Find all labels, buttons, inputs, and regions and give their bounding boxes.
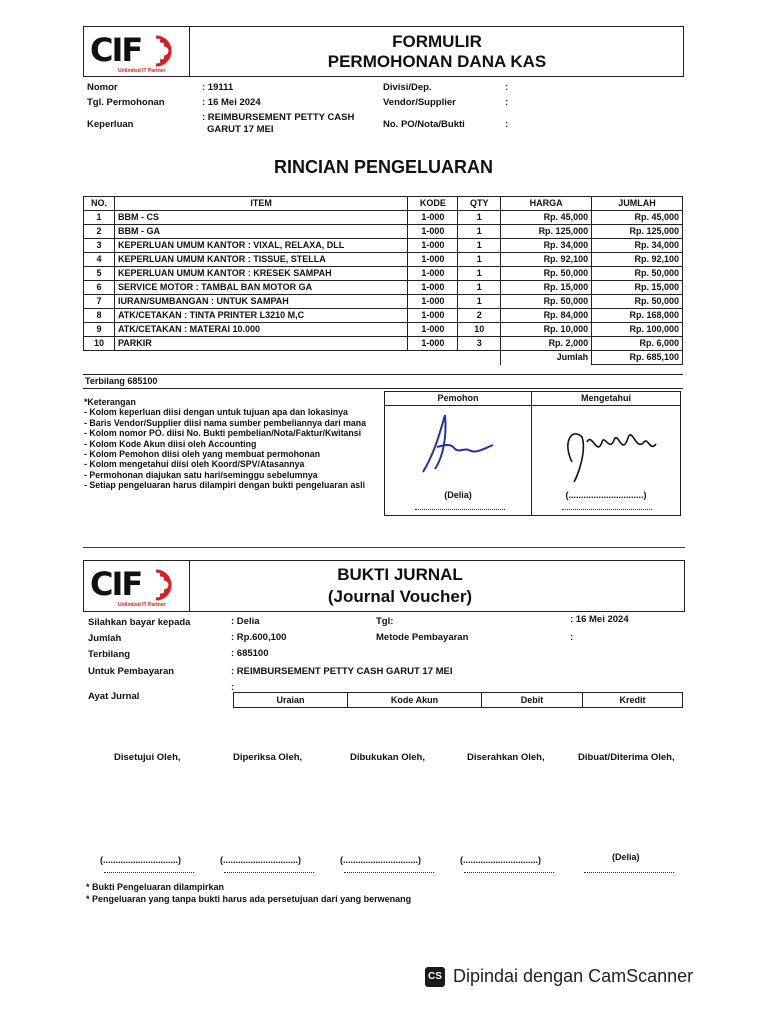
cell-qty: 1 bbox=[458, 295, 501, 309]
pemohon-label: Pemohon bbox=[385, 392, 531, 406]
approval-underline bbox=[224, 872, 314, 873]
cell-kode: 1-000 bbox=[408, 281, 458, 295]
cell-kode: 1-000 bbox=[408, 323, 458, 337]
approval-underline bbox=[464, 872, 554, 873]
cell-qty: 1 bbox=[458, 211, 501, 225]
cell-item: ATK/CETAKAN : MATERAI 10.000 bbox=[114, 323, 407, 337]
voucher-title-line2: (Journal Voucher) bbox=[327, 587, 473, 606]
cell-no: 6 bbox=[84, 281, 115, 295]
col-no: NO. bbox=[84, 197, 115, 211]
svg-text:Unlimited IT Partner: Unlimited IT Partner bbox=[118, 602, 166, 608]
table-row bbox=[84, 239, 683, 253]
approval-underline bbox=[344, 872, 434, 873]
section-divider bbox=[83, 547, 685, 548]
cell-no: 4 bbox=[84, 253, 115, 267]
cell-no: 1 bbox=[84, 211, 115, 225]
voucher-title-line1: BUKTI JURNAL bbox=[337, 565, 463, 584]
cell-jumlah: Rp. 92,100 bbox=[592, 253, 683, 267]
tgl-value: : 16 Mei 2024 bbox=[202, 97, 261, 108]
col-kredit: Kredit bbox=[619, 695, 646, 705]
svg-text:Unlimited IT Partner: Unlimited IT Partner bbox=[118, 68, 166, 74]
col-debit: Debit bbox=[482, 693, 583, 707]
cell-kode: 1-000 bbox=[408, 239, 458, 253]
cell-jumlah: Rp. 50,000 bbox=[592, 295, 683, 309]
mengetahui-underline bbox=[562, 509, 652, 510]
bayar-label: Silahkan bayar kepada bbox=[88, 617, 191, 628]
note-item: - Kolom keperluan diisi dengan untuk tujuan apa dan lokasinya bbox=[84, 407, 348, 418]
form-logo bbox=[88, 31, 188, 75]
approval-diserahkan: Diserahkan Oleh, bbox=[467, 752, 545, 763]
po-value: : bbox=[505, 119, 509, 130]
cell-kode: 1-000 bbox=[408, 225, 458, 239]
notes-block bbox=[84, 397, 374, 491]
cell-harga: Rp. 50,000 bbox=[501, 295, 592, 309]
approval-diperiksa: Diperiksa Oleh, bbox=[233, 752, 303, 763]
note-item: - Kolom Pemohon diisi oleh yang membuat permohonan bbox=[84, 449, 321, 460]
bayar-value: : Delia bbox=[231, 616, 260, 627]
table-row bbox=[84, 337, 683, 351]
rincian-table bbox=[83, 196, 683, 365]
untuk-value: : REIMBURSEMENT PETTY CASH GARUT 17 MEI bbox=[231, 666, 453, 677]
keperluan-value-line1: : REIMBURSEMENT PETTY CASH bbox=[202, 112, 355, 123]
voucher-terbilang-label: Terbilang bbox=[88, 649, 131, 660]
form-title-line2: PERMOHONAN DANA KAS bbox=[327, 52, 547, 71]
rincian-heading: RINCIAN PENGELUARAN bbox=[273, 157, 493, 177]
notes-heading: *Keterangan bbox=[84, 397, 136, 407]
cell-no: 8 bbox=[84, 309, 115, 323]
cell-jumlah: Rp. 45,000 bbox=[592, 211, 683, 225]
approval-disetujui: Disetujui Oleh, bbox=[114, 752, 181, 763]
col-harga: HARGA bbox=[501, 197, 592, 211]
cell-harga: Rp. 2,000 bbox=[501, 337, 592, 351]
col-kode-akun: Kode Akun bbox=[348, 693, 482, 707]
cell-kode: 1-000 bbox=[408, 337, 458, 351]
mengetahui-name: (..............................) bbox=[565, 490, 647, 500]
terbilang-line bbox=[83, 374, 683, 389]
approval-dibukukan: Dibukukan Oleh, bbox=[350, 752, 425, 763]
divisi-label: Divisi/Dep. bbox=[383, 82, 432, 93]
cell-no: 3 bbox=[84, 239, 115, 253]
cell-harga: Rp. 15,000 bbox=[501, 281, 592, 295]
cifd-logo-icon bbox=[88, 565, 188, 609]
cell-harga: Rp. 125,000 bbox=[501, 225, 592, 239]
keperluan-value-line2: GARUT 17 MEI bbox=[207, 124, 274, 135]
approval-name-2: (..............................) bbox=[220, 855, 302, 865]
metode-label: Metode Pembayaran bbox=[376, 632, 469, 643]
note-item: - Kolom Kode Akun diisi oleh Accounting bbox=[84, 438, 257, 449]
camscanner-text: Dipindai dengan CamScanner bbox=[453, 966, 694, 986]
cell-jumlah: Rp. 15,000 bbox=[592, 281, 683, 295]
svg-text:CIF: CIF bbox=[90, 565, 142, 603]
cell-no: 9 bbox=[84, 323, 115, 337]
approval-name-5: (Delia) bbox=[612, 852, 640, 862]
cell-harga: Rp. 92,100 bbox=[501, 253, 592, 267]
total-value: Rp. 685,100 bbox=[592, 351, 683, 365]
camscanner-icon: CS bbox=[425, 967, 445, 987]
cell-no: 2 bbox=[84, 225, 115, 239]
total-label: Jumlah bbox=[501, 351, 592, 365]
cell-qty: 1 bbox=[458, 239, 501, 253]
cell-qty: 1 bbox=[458, 267, 501, 281]
approval-name-3: (..............................) bbox=[340, 855, 422, 865]
col-jumlah: JUMLAH bbox=[592, 197, 683, 211]
keperluan-label: Keperluan bbox=[87, 119, 134, 130]
col-uraian: Uraian bbox=[234, 693, 348, 707]
terbilang-text: Terbilang 685100 bbox=[85, 376, 158, 386]
cell-jumlah: Rp. 50,000 bbox=[592, 267, 683, 281]
note-item: - Permohonan diajukan satu hari/seminggu sebelumnya bbox=[84, 469, 318, 480]
metode-value: : bbox=[570, 632, 574, 643]
cell-no: 7 bbox=[84, 295, 115, 309]
note-item: - Setiap pengeluaran harus dilampiri dengan bukti pengeluaran asli bbox=[84, 480, 366, 491]
form-title-line1: FORMULIR bbox=[392, 32, 482, 51]
table-row bbox=[84, 281, 683, 295]
ayat-value: : bbox=[231, 682, 235, 693]
cell-qty: 2 bbox=[458, 309, 501, 323]
cell-no: 10 bbox=[84, 337, 115, 351]
note-item: - Kolom mengetahui diisi oleh Koord/SPV/Atasannya bbox=[84, 459, 305, 470]
cell-harga: Rp. 45,000 bbox=[501, 211, 592, 225]
cell-item: IURAN/SUMBANGAN : UNTUK SAMPAH bbox=[114, 295, 407, 309]
cell-kode: 1-000 bbox=[408, 309, 458, 323]
cell-kode: 1-000 bbox=[408, 253, 458, 267]
camscanner-watermark bbox=[425, 966, 693, 987]
cell-kode: 1-000 bbox=[408, 211, 458, 225]
cell-qty: 1 bbox=[458, 281, 501, 295]
voucher-tgl-label: Tgl: bbox=[376, 616, 394, 627]
table-row bbox=[84, 267, 683, 281]
cell-item: BBM - CS bbox=[114, 211, 407, 225]
footnote-1: * Bukti Pengeluaran dilampirkan bbox=[86, 882, 225, 892]
approval-underline bbox=[584, 872, 674, 873]
jumlah-value: : Rp.600,100 bbox=[231, 632, 287, 643]
cell-no: 5 bbox=[84, 267, 115, 281]
ayat-label: Ayat Jurnal bbox=[88, 691, 140, 702]
table-row bbox=[84, 253, 683, 267]
cell-jumlah: Rp. 6,000 bbox=[592, 337, 683, 351]
total-row bbox=[84, 351, 683, 365]
rincian-header-row bbox=[84, 197, 683, 211]
untuk-label: Untuk Pembayaran bbox=[88, 666, 175, 677]
cell-item: PARKIR bbox=[114, 337, 407, 351]
nomor-label: Nomor bbox=[87, 82, 118, 93]
voucher-terbilang-value: : 685100 bbox=[231, 648, 269, 659]
cifd-logo-icon bbox=[88, 31, 188, 75]
cell-harga: Rp. 50,000 bbox=[501, 267, 592, 281]
cell-qty: 10 bbox=[458, 323, 501, 337]
mengetahui-signature-icon bbox=[532, 412, 680, 482]
col-item: ITEM bbox=[114, 197, 407, 211]
cell-harga: Rp. 84,000 bbox=[501, 309, 592, 323]
svg-text:CIF: CIF bbox=[90, 31, 142, 69]
col-qty: QTY bbox=[458, 197, 501, 211]
table-row bbox=[84, 309, 683, 323]
cell-jumlah: Rp. 34,000 bbox=[592, 239, 683, 253]
cell-item: KEPERLUAN UMUM KANTOR : VIXAL, RELAXA, DLL bbox=[114, 239, 407, 253]
po-label: No. PO/Nota/Bukti bbox=[383, 119, 465, 130]
cell-item: KEPERLUAN UMUM KANTOR : TISSUE, STELLA bbox=[114, 253, 407, 267]
table-row bbox=[84, 323, 683, 337]
cell-qty: 1 bbox=[458, 225, 501, 239]
mengetahui-box bbox=[531, 391, 681, 516]
approval-name-1: (..............................) bbox=[100, 855, 182, 865]
cell-item: ATK/CETAKAN : TINTA PRINTER L3210 M,C bbox=[114, 309, 407, 323]
cell-harga: Rp. 34,000 bbox=[501, 239, 592, 253]
voucher-logo bbox=[88, 565, 188, 609]
table-row bbox=[84, 225, 683, 239]
cell-item: KEPERLUAN UMUM KANTOR : KRESEK SAMPAH bbox=[114, 267, 407, 281]
cell-kode: 1-000 bbox=[408, 295, 458, 309]
cell-qty: 1 bbox=[458, 253, 501, 267]
note-item: - Kolom nomor PO. diisi No. Bukti pembelian/Nota/Faktur/Kwitansi bbox=[84, 428, 362, 439]
pemohon-box bbox=[384, 391, 532, 516]
footnote-2: * Pengeluaran yang tanpa bukti harus ada persetujuan dari yang berwenang bbox=[86, 894, 412, 904]
approval-name-4: (..............................) bbox=[460, 855, 542, 865]
cell-harga: Rp. 10,000 bbox=[501, 323, 592, 337]
approval-dibuat: Dibuat/Diterima Oleh, bbox=[578, 752, 675, 763]
table-row bbox=[84, 211, 683, 225]
cell-kode: 1-000 bbox=[408, 267, 458, 281]
cell-item: SERVICE MOTOR : TAMBAL BAN MOTOR GA bbox=[114, 281, 407, 295]
journal-table bbox=[233, 692, 683, 708]
approval-underline bbox=[104, 872, 194, 873]
cell-qty: 3 bbox=[458, 337, 501, 351]
vendor-label: Vendor/Supplier bbox=[383, 97, 456, 108]
mengetahui-label: Mengetahui bbox=[532, 392, 680, 406]
voucher-tgl-value: : 16 Mei 2024 bbox=[570, 614, 629, 625]
divisi-value: : bbox=[505, 82, 509, 93]
tgl-label: Tgl. Permohonan bbox=[87, 97, 165, 108]
cell-jumlah: Rp. 168,000 bbox=[592, 309, 683, 323]
pemohon-underline bbox=[415, 509, 505, 510]
cell-jumlah: Rp. 125,000 bbox=[592, 225, 683, 239]
table-row bbox=[84, 295, 683, 309]
cell-jumlah: Rp. 100,000 bbox=[592, 323, 683, 337]
nomor-value: : 19111 bbox=[202, 82, 234, 93]
col-kode: KODE bbox=[408, 197, 458, 211]
pemohon-signature-icon bbox=[385, 407, 531, 477]
note-item: - Baris Vendor/Supplier diisi nama sumber pembeliannya dari mana bbox=[84, 417, 367, 428]
pemohon-name: (Delia) bbox=[444, 490, 472, 500]
jumlah-label: Jumlah bbox=[88, 633, 122, 644]
cell-item: BBM - GA bbox=[114, 225, 407, 239]
vendor-value: : bbox=[505, 97, 509, 108]
